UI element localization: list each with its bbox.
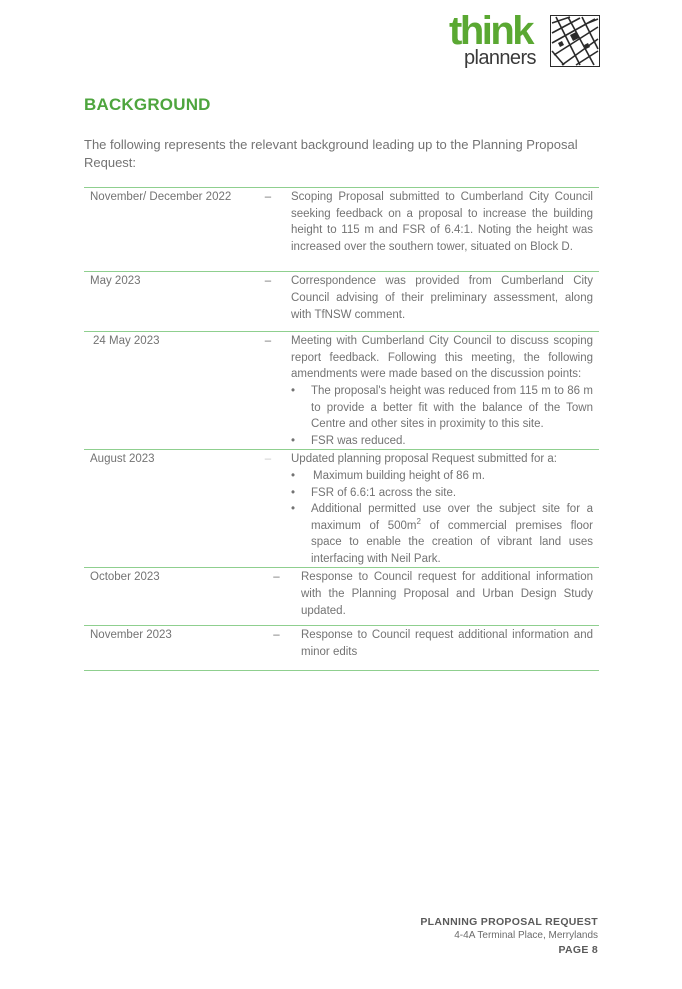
bullet-text: FSR was reduced.: [311, 434, 406, 447]
row-text: Meeting with Cumberland City Council to discuss scoping report feedback. Following this meeting, the following amendments were made based on the discussion points:: [291, 335, 593, 381]
bullet-text: Maximum building height of 86 m.: [313, 469, 485, 482]
row-date: October 2023: [90, 571, 160, 584]
row-dash: –: [264, 191, 272, 203]
timeline-row: [84, 272, 599, 332]
row-text: Response to Council request additional information and minor edits: [301, 629, 593, 658]
row-text: Scoping Proposal submitted to Cumberland City Council seeking feedback on a proposal to increase the building height to 115 m and FSR of 6.4:1. Noting the height was increased over the southern tower, situated on Block D.: [291, 191, 593, 253]
row-date: August 2023: [90, 453, 155, 466]
footer-address: 4-4A Terminal Place, Merrylands: [454, 930, 598, 941]
bullet-icon: •: [291, 503, 296, 516]
row-description: [291, 188, 599, 272]
row-dash: –: [273, 571, 280, 584]
page-number: PAGE 8: [558, 944, 598, 956]
bullet-icon: •: [291, 384, 296, 397]
row-description: [291, 272, 599, 332]
row-date: November 2023: [90, 629, 172, 642]
bullet-icon: •: [291, 486, 296, 499]
background-timeline-table: [84, 187, 599, 671]
intro-paragraph: The following represents the relevant background leading up to the Planning Proposal Request:: [84, 137, 578, 170]
list-item: [291, 485, 593, 502]
logo-word-planners: planners: [464, 47, 536, 69]
timeline-row: [84, 450, 599, 568]
row-description: [291, 450, 599, 568]
list-item: [291, 433, 593, 450]
bullet-icon: •: [291, 434, 296, 447]
timeline-row: [84, 188, 599, 272]
row-date: November/ December 2022: [90, 191, 232, 203]
timeline-row: [84, 332, 599, 450]
row-description: [291, 332, 599, 450]
row-bullet-list: [291, 468, 593, 568]
row-description: [291, 568, 599, 626]
row-text: Response to Council request for additional information with the Planning Proposal and Urban Design Study updated.: [301, 571, 593, 617]
row-dash: –: [264, 335, 272, 348]
timeline-row: [84, 568, 599, 626]
logo-map-grid-icon: [550, 15, 600, 67]
row-date: 24 May 2023: [93, 335, 160, 348]
row-text: Updated planning proposal Request submitted for a:: [291, 453, 557, 466]
row-dash: –: [273, 629, 280, 642]
bullet-text: The proposal's height was reduced from 115 m to 86 m to provide a better fit with the balance of the Town Centre and other sites in proximity to this site.: [311, 384, 593, 431]
timeline-row: [84, 626, 599, 671]
row-text: Correspondence was provided from Cumberland City Council advising of their preliminary assessment, along with TfNSW comment.: [291, 275, 593, 321]
bullet-text: FSR of 6.6:1 across the site.: [311, 486, 457, 499]
row-bullet-list: [291, 383, 593, 449]
list-item: [291, 468, 593, 485]
row-description: [291, 626, 599, 671]
list-item: [291, 501, 593, 567]
row-dash: –: [264, 453, 272, 466]
row-date: May 2023: [90, 275, 141, 288]
row-dash: –: [264, 275, 272, 288]
page-footer: [420, 915, 598, 957]
bullet-text: Additional permitted use over the subject site for a maximum of $500m^2$ of commercial premises floor space to enable the creation of vibrant land uses interfacing with Neil Park.: [311, 503, 593, 565]
section-heading: BACKGROUND: [84, 95, 211, 114]
list-item: [291, 383, 593, 433]
think-planners-logo: [449, 9, 601, 69]
bullet-icon: •: [291, 469, 296, 482]
logo-word-think: think: [449, 9, 533, 53]
footer-document-title: PLANNING PROPOSAL REQUEST: [420, 916, 598, 928]
